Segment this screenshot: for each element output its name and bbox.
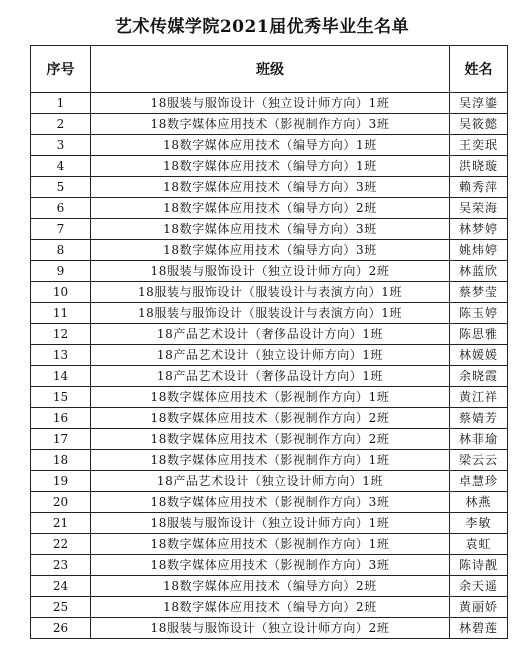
table-header-row: [31, 46, 508, 93]
class-cell: 18数字媒体应用技术（影视制作方向）3班: [91, 555, 450, 576]
student-name-cell: 黄丽娇: [450, 597, 508, 618]
class-cell: 18数字媒体应用技术（编导方向）3班: [91, 219, 450, 240]
row-number-cell: 5: [31, 177, 91, 198]
student-name-cell: 余天遥: [450, 576, 508, 597]
row-number-cell: 19: [31, 471, 91, 492]
student-name-cell: 吴筱懿: [450, 114, 508, 135]
class-cell: 18数字媒体应用技术（影视制作方向）2班: [91, 429, 450, 450]
student-name-cell: 吴淳鎏: [450, 93, 508, 114]
class-cell: 18数字媒体应用技术（编导方向）3班: [91, 240, 450, 261]
student-name-cell: 袁虹: [450, 534, 508, 555]
student-name-cell: 黄江祥: [450, 387, 508, 408]
student-name-cell: 蔡梦莹: [450, 282, 508, 303]
class-cell: 18数字媒体应用技术（编导方向）1班: [91, 156, 450, 177]
table-row: [31, 114, 508, 135]
class-cell: 18服装与服饰设计（独立设计师方向）1班: [91, 93, 450, 114]
student-name-cell: 林碧莲: [450, 618, 508, 639]
table-row: [31, 303, 508, 324]
table-row: [31, 156, 508, 177]
table-row: [31, 261, 508, 282]
row-number-cell: 4: [31, 156, 91, 177]
table-row: [31, 471, 508, 492]
row-number-cell: 9: [31, 261, 91, 282]
student-name-cell: 梁云云: [450, 450, 508, 471]
document-title: 艺术传媒学院2021届优秀毕业生名单: [114, 17, 410, 37]
class-cell: 18数字媒体应用技术（影视制作方向）3班: [91, 492, 450, 513]
table-row: [31, 282, 508, 303]
table-row: [31, 198, 508, 219]
table-row: [31, 219, 508, 240]
row-number-cell: 2: [31, 114, 91, 135]
class-cell: 18产品艺术设计（奢侈品设计方向）1班: [91, 366, 450, 387]
class-cell: 18产品艺术设计（独立设计师方向）1班: [91, 345, 450, 366]
table-row: [31, 555, 508, 576]
table-body: [31, 93, 508, 639]
student-name-cell: 林菲瑜: [450, 429, 508, 450]
header-class: 班级: [91, 46, 450, 93]
class-cell: 18数字媒体应用技术（影视制作方向）3班: [91, 114, 450, 135]
table-row: [31, 345, 508, 366]
row-number-cell: 1: [31, 93, 91, 114]
table-row: [31, 240, 508, 261]
table-row: [31, 177, 508, 198]
class-cell: 18产品艺术设计（独立设计师方向）1班: [91, 471, 450, 492]
row-number-cell: 26: [31, 618, 91, 639]
row-number-cell: 6: [31, 198, 91, 219]
student-name-cell: 陈玉婷: [450, 303, 508, 324]
row-number-cell: 20: [31, 492, 91, 513]
row-number-cell: 7: [31, 219, 91, 240]
class-cell: 18服装与服饰设计（独立设计师方向）2班: [91, 618, 450, 639]
row-number-cell: 23: [31, 555, 91, 576]
student-name-cell: 王奕珉: [450, 135, 508, 156]
header-number: 序号: [31, 46, 91, 93]
row-number-cell: 24: [31, 576, 91, 597]
class-cell: 18服装与服饰设计（独立设计师方向）2班: [91, 261, 450, 282]
row-number-cell: 11: [31, 303, 91, 324]
student-name-cell: 吴荣海: [450, 198, 508, 219]
row-number-cell: 17: [31, 429, 91, 450]
class-cell: 18服装与服饰设计（服装设计与表演方向）1班: [91, 303, 450, 324]
row-number-cell: 13: [31, 345, 91, 366]
student-name-cell: 林媛媛: [450, 345, 508, 366]
class-cell: 18数字媒体应用技术（影视制作方向）1班: [91, 387, 450, 408]
row-number-cell: 12: [31, 324, 91, 345]
table-row: [31, 576, 508, 597]
student-name-cell: 卓慧珍: [450, 471, 508, 492]
student-name-cell: 林燕: [450, 492, 508, 513]
student-name-cell: 陈思雅: [450, 324, 508, 345]
student-name-cell: 蔡婧芳: [450, 408, 508, 429]
student-name-cell: 姚炜婷: [450, 240, 508, 261]
row-number-cell: 25: [31, 597, 91, 618]
row-number-cell: 21: [31, 513, 91, 534]
row-number-cell: 16: [31, 408, 91, 429]
row-number-cell: 3: [31, 135, 91, 156]
student-name-cell: 洪晓璇: [450, 156, 508, 177]
class-cell: 18产品艺术设计（奢侈品设计方向）1班: [91, 324, 450, 345]
student-name-cell: 林梦婷: [450, 219, 508, 240]
student-name-cell: 陈诗靓: [450, 555, 508, 576]
table-row: [31, 513, 508, 534]
student-name-cell: 赖秀萍: [450, 177, 508, 198]
class-cell: 18数字媒体应用技术（编导方向）2班: [91, 198, 450, 219]
row-number-cell: 22: [31, 534, 91, 555]
table-row: [31, 135, 508, 156]
table-row: [31, 450, 508, 471]
class-cell: 18数字媒体应用技术（影视制作方向）2班: [91, 408, 450, 429]
header-name: 姓名: [450, 46, 508, 93]
table-row: [31, 408, 508, 429]
class-cell: 18数字媒体应用技术（影视制作方向）1班: [91, 450, 450, 471]
class-cell: 18数字媒体应用技术（编导方向）1班: [91, 135, 450, 156]
class-cell: 18数字媒体应用技术（编导方向）2班: [91, 597, 450, 618]
row-number-cell: 18: [31, 450, 91, 471]
student-name-cell: 余晓霞: [450, 366, 508, 387]
student-name-cell: 林蓝欣: [450, 261, 508, 282]
table-row: [31, 429, 508, 450]
table-row: [31, 597, 508, 618]
class-cell: 18服装与服饰设计（服装设计与表演方向）1班: [91, 282, 450, 303]
row-number-cell: 10: [31, 282, 91, 303]
row-number-cell: 15: [31, 387, 91, 408]
graduates-table: [30, 45, 508, 639]
table-row: [31, 324, 508, 345]
class-cell: 18数字媒体应用技术（编导方向）3班: [91, 177, 450, 198]
table-row: [31, 618, 508, 639]
class-cell: 18数字媒体应用技术（影视制作方向）1班: [91, 534, 450, 555]
table-row: [31, 366, 508, 387]
row-number-cell: 14: [31, 366, 91, 387]
row-number-cell: 8: [31, 240, 91, 261]
table-row: [31, 492, 508, 513]
table-row: [31, 387, 508, 408]
class-cell: 18服装与服饰设计（独立设计师方向）1班: [91, 513, 450, 534]
student-name-cell: 李敏: [450, 513, 508, 534]
table-row: [31, 534, 508, 555]
table-row: [31, 93, 508, 114]
class-cell: 18数字媒体应用技术（编导方向）2班: [91, 576, 450, 597]
